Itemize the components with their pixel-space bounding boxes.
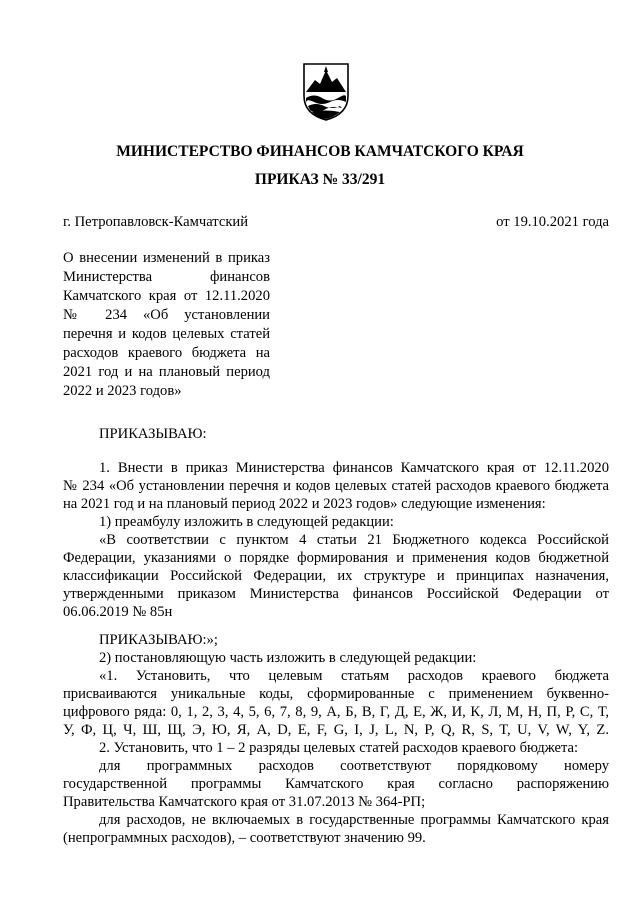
subject-line: перечня и кодов целевых статей [63, 326, 270, 342]
body-line: присваиваются уникальные коды, сформированные с применением буквенно- [63, 686, 609, 702]
body-line: государственной программы Камчатского края согласно распоряжению [63, 776, 609, 792]
body-line: Федерации, указаниями о порядке формирования и применения кодов бюджетной [63, 550, 609, 566]
order-title: ПРИКАЗ № 33/291 [254, 171, 386, 188]
body-line: (непрограммных расходов), – соответствуют значению 99. [63, 830, 426, 846]
subject-line: 2021 год и на плановый период [63, 364, 270, 380]
body-line: утвержденными приказом Министерства финансов Российской Федерации от [63, 586, 609, 602]
body-line: на 2021 год и на плановый период 2022 и 2023 годов» следующие изменения: [63, 496, 546, 512]
body-line: «В соответствии с пунктом 4 статьи 21 Бюджетного кодекса Российской [99, 532, 609, 548]
kamchatka-coat-of-arms [302, 62, 350, 122]
ministry-title: МИНИСТЕРСТВО ФИНАНСОВ КАМЧАТСКОГО КРАЯ [116, 143, 524, 160]
body-line: классификации Российской Федерации, их структуре и принципах назначения, [63, 568, 609, 584]
body-line: цифрового ряда: 0, 1, 2, 3, 4, 5, 6, 7, 8, 9, А, Б, В, Г, Д, Е, Ж, И, К, Л, М, Н, П, Р, С, Т, [63, 704, 609, 720]
body-line: № 234 «Об установлении перечня и кодов целевых статей расходов краевого бюджета [63, 478, 609, 494]
subject-line: Камчатского края от 12.11.2020 [63, 288, 270, 304]
body-line: 1. Внести в приказ Министерства финансов Камчатского края от 12.11.2020 [99, 460, 609, 476]
body-line: 1) преамбулу изложить в следующей редакции: [99, 514, 394, 530]
order-word: ПРИКАЗЫВАЮ: [99, 426, 207, 442]
body-line: 2) постановляющую часть изложить в следующей редакции: [99, 650, 477, 666]
body-line: для расходов, не включаемых в государственные программы Камчатского края [99, 812, 609, 828]
subject-line: 2022 и 2023 годов» [63, 383, 182, 399]
place: г. Петропавловск-Камчатский [63, 214, 249, 230]
body-line: 06.06.2019 № 85н [63, 604, 173, 620]
subject-line: № 234 «Об установлении [63, 307, 270, 323]
date: от 19.10.2021 года [496, 214, 609, 230]
body-line: Правительства Камчатского края от 31.07.2013 № 364-РП; [63, 794, 426, 810]
subject-line: расходов краевого бюджета на [63, 345, 270, 361]
body-line: «1. Установить, что целевым статьям расходов краевого бюджета [99, 668, 609, 684]
body-line: ПРИКАЗЫВАЮ:»; [99, 632, 218, 648]
subject-line: О внесении изменений в приказ [63, 250, 270, 266]
body-line: У, Ф, Ц, Ч, Ш, Щ, Э, Ю, Я, A, D, E, F, G, I, J, L, N, P, Q, R, S, T, U, V, W, Y, Z. [63, 722, 609, 738]
body-line: для программных расходов соответствуют порядковому номеру [99, 758, 609, 774]
body-line: 2. Установить, что 1 – 2 разряды целевых статей расходов краевого бюджета: [99, 740, 579, 756]
subject-line: Министерства финансов [63, 269, 270, 285]
